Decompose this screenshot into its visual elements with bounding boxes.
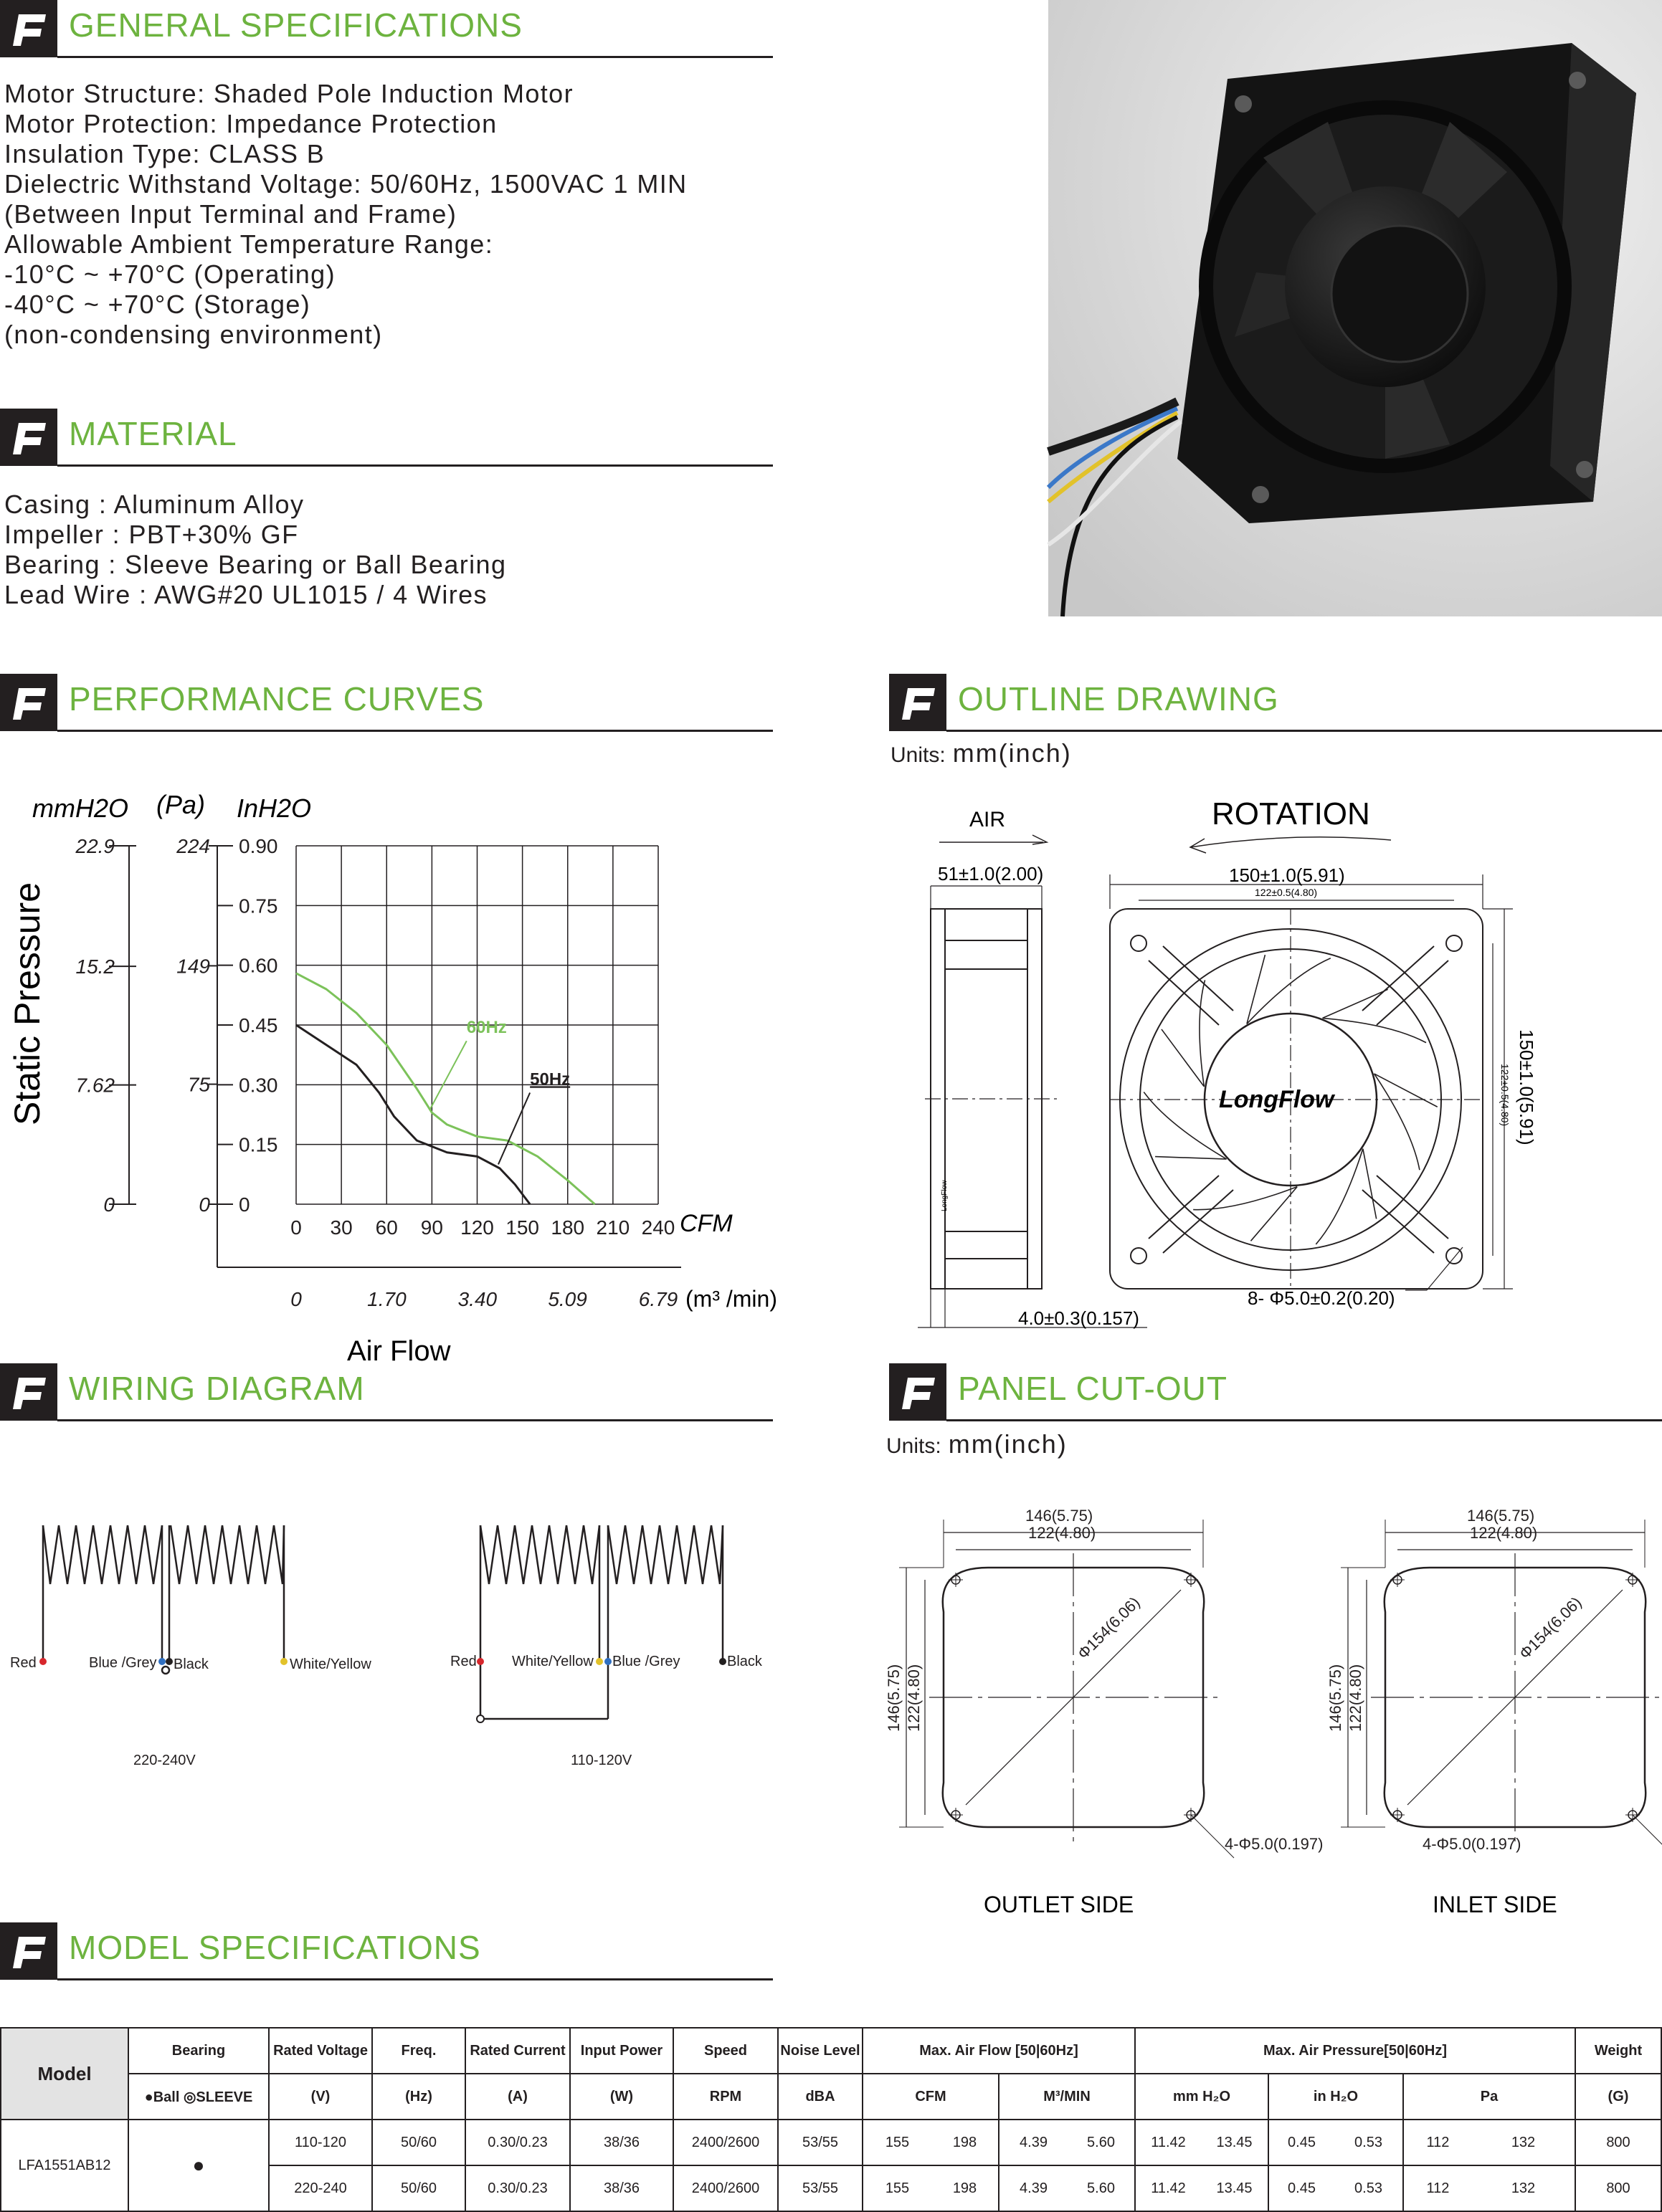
x-tick-label: 0: [290, 1288, 302, 1310]
y-tick-label: 0: [103, 1193, 115, 1216]
width-inner-dim: 122±0.5(4.80): [1255, 887, 1318, 898]
cell-mm-60: 13.45: [1201, 2165, 1268, 2211]
cell-in-60: 0.53: [1334, 2165, 1403, 2211]
wire-bluegrey-label: Blue /Grey: [89, 1655, 157, 1671]
header-bearing: Bearing: [128, 2028, 269, 2074]
section-title: MODEL SPECIFICATIONS: [69, 1929, 481, 1966]
header-airflow: Max. Air Flow [50|60Hz]: [863, 2028, 1135, 2074]
cell-speed: 2400/2600: [673, 2120, 778, 2165]
brand-f-icon: [0, 674, 57, 731]
y-tick-label: 7.62: [75, 1074, 115, 1097]
holes-dim: 4-Φ5.0(0.197): [1225, 1835, 1324, 1853]
holes-dim: 4-Φ5.0(0.197): [1423, 1835, 1521, 1853]
cell-pa-50: 112: [1403, 2165, 1472, 2211]
section-performance: [0, 674, 773, 731]
x-tick-label: 1.70: [367, 1288, 407, 1310]
cell-in-60: 0.53: [1334, 2120, 1403, 2165]
unit-bearing: ●Ball ◎SLEEVE: [128, 2074, 269, 2120]
section-outline: [889, 674, 1662, 731]
cell-mm-50: 11.42: [1135, 2120, 1201, 2165]
flange-dim: 4.0±0.3(0.157): [1018, 1307, 1139, 1329]
cell-voltage: 220-240: [269, 2165, 372, 2211]
cell-power: 38/36: [570, 2120, 673, 2165]
cell-cfm-60: 198: [931, 2120, 999, 2165]
unit-mmh2o: mmH2O: [32, 793, 128, 823]
series-label: 60Hz: [466, 1018, 507, 1038]
height-inner-dim: 122±0.5(4.80): [1499, 1064, 1511, 1127]
outer-dim: 146(5.75): [1467, 1507, 1535, 1525]
x-tick-label: 30: [330, 1216, 353, 1239]
longflow-logo: LongFlow: [1219, 1086, 1334, 1113]
outlet-side-label: OUTLET SIDE: [984, 1892, 1134, 1917]
y-tick-label: 0.30: [239, 1074, 278, 1097]
inlet-side-label: INLET SIDE: [1433, 1892, 1557, 1917]
header-freq: Freq.: [372, 2028, 465, 2074]
x-tick-label: 120: [460, 1216, 494, 1239]
height-dim: 150±1.0(5.91): [1516, 1029, 1537, 1145]
section-title: GENERAL SPECIFICATIONS: [69, 6, 523, 44]
fan-blade: [1162, 980, 1205, 1087]
section-model: [0, 1922, 773, 1980]
wiring-diagram: [0, 1491, 817, 1778]
side-logo: LongFlow: [941, 1180, 949, 1211]
depth-dim: 51±1.0(2.00): [938, 863, 1044, 885]
series-leader: [498, 1092, 530, 1164]
series-leader: [430, 1041, 467, 1108]
spec-line: Insulation Type: CLASS B: [4, 139, 326, 168]
y-axis-title: Static Pressure: [7, 882, 47, 1125]
cell-noise: 53/55: [778, 2120, 863, 2165]
cell-cfm-50: 155: [863, 2165, 931, 2211]
outer-vdim: 146(5.75): [1326, 1664, 1344, 1732]
wire-black-label: Black: [727, 1654, 762, 1669]
inner-vdim: 122(4.80): [1347, 1664, 1364, 1732]
unit-current: (A): [465, 2074, 570, 2120]
unit-freq: (Hz): [372, 2074, 465, 2120]
outline-drawing: [889, 788, 1662, 1348]
unit-inh2o: in H₂O: [1268, 2074, 1403, 2120]
spec-line: (non-condensing environment): [4, 320, 383, 349]
section-general: [0, 0, 773, 57]
x-unit-m3: (m³ /min): [685, 1286, 777, 1312]
y-tick-label: 75: [187, 1073, 210, 1096]
material-line: Casing : Aluminum Alloy: [4, 490, 305, 519]
fan-blade: [1193, 1187, 1297, 1241]
unit-weight: (G): [1575, 2074, 1661, 2120]
brand-f-icon: [0, 1922, 57, 1980]
model-spec-table: [0, 2027, 1662, 2212]
wire-whiteyellow-label: White/Yellow: [512, 1654, 594, 1669]
x-tick-label: 60: [375, 1216, 398, 1239]
inner-dim: 122(4.80): [1028, 1524, 1096, 1542]
unit-noise: dBA: [778, 2074, 863, 2120]
voltage-110-label: 110-120V: [571, 1753, 632, 1768]
material-line: Impeller : PBT+30% GF: [4, 520, 299, 549]
unit-pa: (Pa): [156, 790, 206, 819]
unit-mmh2o: mm H₂O: [1135, 2074, 1268, 2120]
panel-cutout-drawing: [885, 1491, 1662, 1921]
outer-vdim: 146(5.75): [885, 1664, 903, 1732]
cell-freq: 50/60: [372, 2120, 465, 2165]
fan-blade: [1322, 989, 1426, 1042]
unit-cfm: CFM: [863, 2074, 999, 2120]
model-number: LFA1551AB12: [1, 2120, 128, 2211]
inner-dim: 122(4.80): [1470, 1524, 1538, 1542]
cell-freq: 50/60: [372, 2165, 465, 2211]
cell-weight: 800: [1575, 2120, 1661, 2165]
header-weight: Weight: [1575, 2028, 1661, 2074]
y-tick-label: 0.45: [239, 1014, 278, 1036]
material-line: Bearing : Sleeve Bearing or Ball Bearing: [4, 550, 507, 579]
spec-line: -40°C ~ +70°C (Storage): [4, 290, 311, 319]
cell-in-50: 0.45: [1268, 2120, 1334, 2165]
x-tick-label: 210: [596, 1216, 630, 1239]
cell-voltage: 110-120: [269, 2120, 372, 2165]
spec-line: (Between Input Terminal and Frame): [4, 199, 457, 229]
units-value: mm(inch): [952, 738, 1072, 768]
bearing-ball-mark: ●: [128, 2120, 269, 2211]
fan-blade: [1144, 1092, 1226, 1160]
section-panel: [889, 1363, 1662, 1421]
header-model: Model: [1, 2028, 128, 2120]
cell-weight: 800: [1575, 2165, 1661, 2211]
diameter-dim: Φ154(6.06): [1515, 1593, 1585, 1663]
spec-line: -10°C ~ +70°C (Operating): [4, 259, 336, 289]
section-title: PANEL CUT-OUT: [958, 1370, 1227, 1407]
wire-bluegrey-label: Blue /Grey: [612, 1654, 680, 1669]
cell-cfm-50: 155: [863, 2120, 931, 2165]
header-current: Rated Current: [465, 2028, 570, 2074]
x-tick-label: 3.40: [457, 1288, 498, 1310]
diameter-dim: Φ154(6.06): [1073, 1593, 1144, 1663]
inner-vdim: 122(4.80): [905, 1664, 923, 1732]
wire-red-label: Red: [10, 1655, 37, 1671]
y-tick-label: 224: [176, 835, 210, 857]
x-tick-label: 6.79: [638, 1288, 678, 1310]
cell-pa-60: 132: [1472, 2165, 1575, 2211]
y-tick-label: 0.90: [239, 835, 278, 857]
y-tick-label: 0.75: [239, 895, 278, 917]
header-power: Input Power: [570, 2028, 673, 2074]
rotation-label: ROTATION: [1212, 796, 1370, 831]
fan-blade: [1316, 1149, 1376, 1244]
y-tick-label: 0: [199, 1193, 210, 1216]
air-label: AIR: [969, 808, 1006, 831]
x-tick-label: 0: [290, 1216, 302, 1239]
outline-units: [891, 738, 1072, 768]
units-label: Units:: [891, 743, 946, 767]
holes-dim: 8- Φ5.0±0.2(0.20): [1248, 1287, 1395, 1309]
unit-power: (W): [570, 2074, 673, 2120]
spec-line: Motor Structure: Shaded Pole Induction Motor: [4, 79, 574, 108]
cell-m3-50: 4.39: [999, 2165, 1068, 2211]
unit-inh2o: InH2O: [237, 793, 312, 823]
cell-current: 0.30/0.23: [465, 2165, 570, 2211]
x-tick-label: 90: [420, 1216, 443, 1239]
section-material: [0, 409, 773, 466]
y-tick-label: 0.15: [239, 1133, 278, 1156]
general-spec-list: [4, 79, 688, 350]
cell-mm-50: 11.42: [1135, 2165, 1201, 2211]
panel-units: [886, 1429, 1068, 1459]
series-label: 50Hz: [530, 1069, 571, 1090]
cell-m3-60: 5.60: [1068, 2120, 1135, 2165]
spec-line: Dielectric Withstand Voltage: 50/60Hz, 1500VAC 1 MIN: [4, 169, 688, 199]
cell-power: 38/36: [570, 2165, 673, 2211]
y-tick-label: 0: [239, 1193, 250, 1216]
wire-black-label: Black: [174, 1656, 209, 1672]
wire-red-label: Red: [450, 1654, 477, 1669]
y-tick-label: 15.2: [75, 955, 115, 978]
unit-pa: Pa: [1403, 2074, 1575, 2120]
section-title: WIRING DIAGRAM: [69, 1370, 365, 1407]
width-dim: 150±1.0(5.91): [1229, 864, 1345, 886]
cell-noise: 53/55: [778, 2165, 863, 2211]
material-line: Lead Wire : AWG#20 UL1015 / 4 Wires: [4, 580, 488, 609]
spec-line: Allowable Ambient Temperature Range:: [4, 229, 494, 259]
cell-m3-60: 5.60: [1068, 2165, 1135, 2211]
header-noise: Noise Level: [778, 2028, 863, 2074]
voltage-220-label: 220-240V: [133, 1753, 196, 1768]
table-row: [1, 2120, 1661, 2165]
cell-speed: 2400/2600: [673, 2165, 778, 2211]
x-tick-label: 5.09: [548, 1288, 587, 1310]
x-unit-cfm: CFM: [680, 1210, 733, 1237]
header-speed: Speed: [673, 2028, 778, 2074]
section-title: OUTLINE DRAWING: [958, 680, 1279, 718]
y-tick-label: 149: [176, 955, 210, 978]
y-tick-label: 22.9: [75, 835, 115, 857]
unit-speed: RPM: [673, 2074, 778, 2120]
unit-m3min: M³/MIN: [999, 2074, 1135, 2120]
x-tick-label: 150: [505, 1216, 539, 1239]
outer-dim: 146(5.75): [1025, 1507, 1093, 1525]
section-title: PERFORMANCE CURVES: [69, 680, 485, 718]
x-tick-label: 180: [551, 1216, 585, 1239]
leader-line: [1633, 1815, 1662, 1858]
x-axis-title: Air Flow: [347, 1335, 451, 1367]
brand-f-icon: [889, 1363, 946, 1421]
cell-cfm-60: 198: [931, 2165, 999, 2211]
section-title: MATERIAL: [69, 415, 237, 452]
performance-chart: [0, 774, 817, 1376]
cell-in-50: 0.45: [1268, 2165, 1334, 2211]
units-label: Units:: [886, 1434, 941, 1458]
unit-voltage: (V): [269, 2074, 372, 2120]
brand-f-icon: [0, 409, 57, 466]
brand-f-icon: [0, 0, 57, 57]
cell-mm-60: 13.45: [1201, 2120, 1268, 2165]
brand-f-icon: [889, 674, 946, 731]
fan-product-photo: [1048, 0, 1662, 616]
cell-pa-50: 112: [1403, 2120, 1472, 2165]
cell-m3-50: 4.39: [999, 2120, 1068, 2165]
wire-whiteyellow-label: White/Yellow: [290, 1656, 371, 1672]
cell-pa-60: 132: [1472, 2120, 1575, 2165]
y-tick-label: 0.60: [239, 954, 278, 977]
cell-current: 0.30/0.23: [465, 2120, 570, 2165]
material-list: [4, 490, 506, 610]
spec-line: Motor Protection: Impedance Protection: [4, 109, 498, 138]
header-pressure: Max. Air Pressure[50|60Hz]: [1135, 2028, 1575, 2074]
series-line: [296, 1025, 530, 1204]
fan-blade: [1374, 1074, 1438, 1170]
units-value: mm(inch): [948, 1429, 1068, 1459]
x-tick-label: 240: [641, 1216, 675, 1239]
header-voltage: Rated Voltage: [269, 2028, 372, 2074]
